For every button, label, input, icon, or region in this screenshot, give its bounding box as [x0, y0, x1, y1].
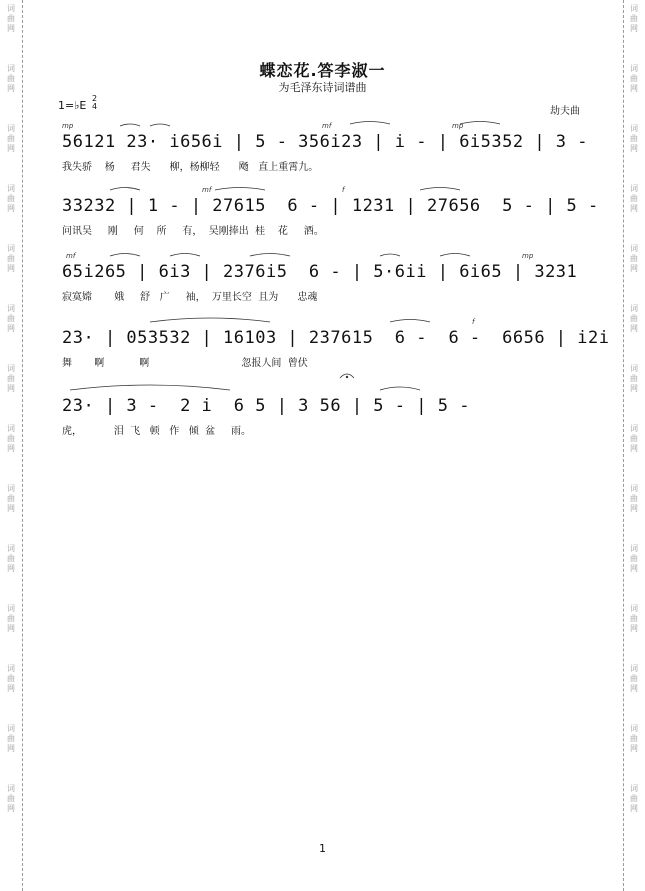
- watermark-glyph: 词: [7, 784, 15, 793]
- watermark-glyph: 曲: [7, 74, 15, 83]
- watermark-glyph: 曲: [630, 374, 638, 383]
- lyrics-line: 问讯吴 刚 何 所 有， 吴刚捧出 桂 花 酒。: [62, 226, 324, 237]
- watermark-glyph: 词: [7, 304, 15, 313]
- watermark-glyph: 词: [630, 544, 638, 553]
- watermark-glyph: 词: [630, 244, 638, 253]
- lyrics-line: 舞 啊 啊 忽报人间 曾伏: [62, 358, 308, 369]
- watermark-glyph: 曲: [630, 14, 638, 23]
- watermark-glyph: 网: [630, 264, 638, 273]
- notation-line: 33232 | 1 - | 27615 6 - | 1231 | 27656 5 - | 5 -: [62, 196, 599, 216]
- watermark-glyph: 曲: [7, 734, 15, 743]
- notation-line: 23· | 053532 | 16103 | 237615 6 - 6 - 6656 | i2i: [62, 328, 610, 348]
- watermark-glyph: 网: [7, 24, 15, 33]
- watermark-glyph: 词: [7, 124, 15, 133]
- watermark-glyph: 词: [7, 664, 15, 673]
- watermark-glyph: 曲: [7, 554, 15, 563]
- notation-line: 65i265 | 6i3 | 2376i5 6 - | 5·6ii | 6i65 | 3231: [62, 262, 578, 282]
- watermark-glyph: 词: [630, 724, 638, 733]
- song-title: 蝶恋花.答李淑一: [259, 61, 386, 80]
- watermark-glyph: 曲: [7, 314, 15, 323]
- watermark-glyph: 网: [630, 804, 638, 813]
- watermark-glyph: 词: [7, 244, 15, 253]
- watermark-glyph: 网: [630, 24, 638, 33]
- watermark-glyph: 词: [630, 304, 638, 313]
- watermark-glyph: 词: [630, 364, 638, 373]
- watermark-glyph: 曲: [630, 74, 638, 83]
- watermark-glyph: 网: [630, 204, 638, 213]
- watermark-glyph: 网: [7, 504, 15, 513]
- watermark-glyph: 网: [7, 384, 15, 393]
- watermark-glyph: 网: [630, 504, 638, 513]
- watermark-glyph: 词: [630, 604, 638, 613]
- watermark-glyph: 网: [7, 804, 15, 813]
- watermark-glyph: 词: [630, 424, 638, 433]
- watermark-glyph: 网: [630, 444, 638, 453]
- watermark-glyph: 网: [7, 264, 15, 273]
- watermark-glyph: 曲: [630, 674, 638, 683]
- watermark-glyph: 曲: [630, 314, 638, 323]
- notation-line: 23· | 3 - 2 i 6 5 | 3 56 | 5 - | 5 -: [62, 396, 470, 416]
- watermark-glyph: 网: [630, 564, 638, 573]
- watermark-glyph: 词: [630, 664, 638, 673]
- watermark-glyph: 词: [7, 604, 15, 613]
- watermark-glyph: 曲: [630, 554, 638, 563]
- meter-bottom: 4: [92, 102, 98, 111]
- meter-top: 2: [92, 94, 98, 103]
- lyrics-line: 我失骄 杨 君失 柳，杨柳轻 飏 直上重霄九。: [62, 162, 319, 173]
- watermark-glyph: 曲: [630, 734, 638, 743]
- watermark-glyph: 网: [630, 84, 638, 93]
- watermark-glyph: 曲: [7, 374, 15, 383]
- dynamic-mark: mp: [452, 122, 464, 130]
- watermark-glyph: 词: [630, 4, 638, 13]
- dynamic-mark: f: [472, 318, 475, 326]
- watermark-glyph: 曲: [7, 194, 15, 203]
- watermark-glyph: 词: [630, 64, 638, 73]
- dynamic-mark: mf: [66, 252, 76, 260]
- watermark-glyph: 网: [630, 684, 638, 693]
- watermark-glyph: 网: [7, 84, 15, 93]
- watermark-glyph: 曲: [630, 194, 638, 203]
- watermark-glyph: 词: [7, 724, 15, 733]
- watermark-glyph: 网: [7, 624, 15, 633]
- watermark-glyph: 网: [630, 744, 638, 753]
- watermark-glyph: 曲: [7, 674, 15, 683]
- watermark-glyph: 词: [630, 784, 638, 793]
- watermark-glyph: 词: [7, 184, 15, 193]
- watermark-glyph: 网: [630, 384, 638, 393]
- watermark-glyph: 词: [7, 4, 15, 13]
- watermark-glyph: 词: [7, 424, 15, 433]
- lyrics-line: 寂寞嫦 娥 舒 广 袖， 万里长空 且为 忠魂: [62, 292, 318, 303]
- page-number: 1: [319, 842, 326, 855]
- watermark-glyph: 曲: [630, 434, 638, 443]
- watermark-glyph: 网: [7, 144, 15, 153]
- song-subtitle: 为毛泽东诗词谱曲: [278, 81, 367, 94]
- key-signature: 1=♭E: [58, 99, 87, 112]
- notation-line: 56121 23· i656i | 5 - 356i23 | i - | 6i5352 | 3 -: [62, 132, 589, 152]
- dynamic-mark: mp: [62, 122, 74, 130]
- watermark-glyph: 网: [7, 444, 15, 453]
- watermark-glyph: 词: [630, 184, 638, 193]
- watermark-glyph: 网: [630, 624, 638, 633]
- watermark-glyph: 曲: [630, 794, 638, 803]
- watermark-glyph: 曲: [7, 254, 15, 263]
- dynamic-mark: f: [342, 186, 345, 194]
- watermark-glyph: 网: [7, 564, 15, 573]
- composer-credit: 劫夫曲: [550, 106, 580, 117]
- watermark-glyph: 词: [7, 544, 15, 553]
- watermark-glyph: 词: [7, 364, 15, 373]
- watermark-glyph: 曲: [7, 494, 15, 503]
- watermark-glyph: 曲: [7, 434, 15, 443]
- watermark-glyph: 词: [7, 64, 15, 73]
- watermark-glyph: 曲: [630, 614, 638, 623]
- watermark-glyph: 曲: [7, 794, 15, 803]
- dynamic-mark: mf: [322, 122, 332, 130]
- watermark-glyph: 网: [7, 744, 15, 753]
- watermark-glyph: 网: [7, 684, 15, 693]
- watermark-glyph: 曲: [630, 134, 638, 143]
- watermark-glyph: 曲: [7, 14, 15, 23]
- watermark-glyph: 网: [630, 324, 638, 333]
- watermark-glyph: 网: [630, 144, 638, 153]
- watermark-glyph: 词: [630, 484, 638, 493]
- watermark-glyph: 词: [630, 124, 638, 133]
- watermark-glyph: 曲: [630, 254, 638, 263]
- watermark-glyph: 曲: [7, 614, 15, 623]
- dynamic-mark: mp: [522, 252, 534, 260]
- watermark-glyph: 网: [7, 204, 15, 213]
- watermark-glyph: 曲: [630, 494, 638, 503]
- lyrics-line: 虎， 泪 飞 顿 作 倾 盆 雨。: [62, 426, 252, 437]
- dynamic-mark: mf: [202, 186, 212, 194]
- watermark-glyph: 曲: [7, 134, 15, 143]
- watermark-glyph: 词: [7, 484, 15, 493]
- watermark-glyph: 网: [7, 324, 15, 333]
